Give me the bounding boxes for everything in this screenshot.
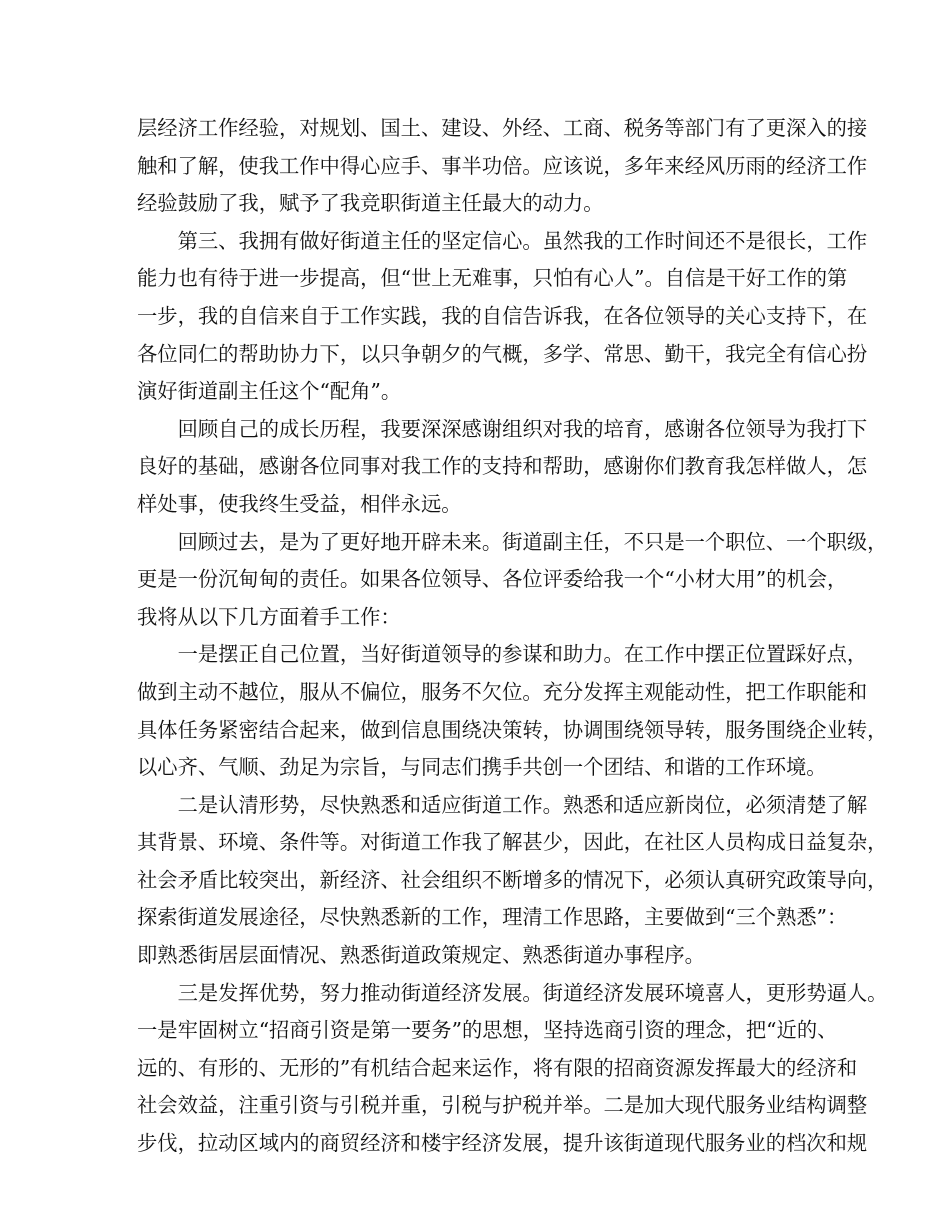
text-line: 更是一份沉甸甸的责任。如果各位领导、各位评委给我一个“小材大用”的机会， [137, 567, 848, 592]
text-line: 各位同仁的帮助协力下，以只争朝夕的气概，多学、常思、勤干，我完全有信心扮 [137, 341, 868, 366]
paragraph [137, 975, 888, 1163]
body-text [137, 110, 888, 1163]
text-line: 演好街道副主任这个“配角”。 [137, 379, 402, 404]
text-line: 一是牢固树立“招商引资是第一要务”的思想，坚持选商引资的理念，把“近的、 [137, 1018, 838, 1043]
text-line: 我将从以下几方面着手工作： [137, 604, 401, 629]
text-line: 良好的基础，感谢各位同事对我工作的支持和帮助，感谢你们教育我怎样做人，怎 [137, 454, 868, 479]
text-line: 三是发挥优势，努力推动街道经济发展。街道经济发展环境喜人，更形势逼人。 [177, 980, 888, 1005]
paragraph [137, 524, 888, 637]
paragraph [137, 223, 868, 411]
text-line: 步伐，拉动区域内的商贸经济和楼宇经济发展，提升该街道现代服务业的档次和规 [137, 1131, 868, 1156]
text-line: 层经济工作经验，对规划、国土、建设、外经、工商、税务等部门有了更深入的接 [137, 116, 868, 140]
text-line: 做到主动不越位，服从不偏位，服务不欠位。充分发挥主观能动性，把工作职能和 [137, 679, 868, 704]
paragraph [137, 787, 888, 975]
text-line: 能力也有待于进一步提高，但“世上无难事，只怕有心人”。自信是干好工作的第 [137, 266, 848, 291]
text-line: 一是摆正自己位置，当好街道领导的参谋和助力。在工作中摆正位置踩好点， [177, 642, 868, 667]
text-line: 社会效益，注重引资与引税并重，引税与护税并举。二是加大现代服务业结构调整 [137, 1093, 868, 1118]
text-line: 其背景、环境、条件等。对街道工作我了解甚少，因此，在社区人员构成日益复杂， [137, 830, 888, 855]
text-line: 社会矛盾比较突出，新经济、社会组织不断增多的情况下，必须认真研究政策导向， [137, 867, 888, 892]
text-line: 触和了解，使我工作中得心应手、事半功倍。应该说，多年来经风历雨的经济工作 [137, 153, 868, 178]
text-line: 回顾过去，是为了更好地开辟未来。街道副主任，不只是一个职位、一个职级， [177, 529, 888, 554]
text-line: 第三、我拥有做好街道主任的坚定信心。虽然我的工作时间还不是很长，工作 [177, 228, 868, 253]
text-line: 探索街道发展途径，尽快熟悉新的工作，理清工作思路，主要做到“三个熟悉”： [137, 905, 848, 930]
text-line: 回顾自己的成长历程，我要深深感谢组织对我的培育，感谢各位领导为我打下 [177, 416, 868, 441]
text-line: 远的、有形的、无形的”有机结合起来运作，将有限的招商资源发挥最大的经济和 [137, 1055, 858, 1080]
paragraph [137, 636, 888, 786]
text-line: 一步，我的自信来自于工作实践，我的自信告诉我，在各位领导的关心支持下，在 [137, 303, 868, 328]
text-line: 具体任务紧密结合起来，做到信息围绕决策转，协调围绕领导转，服务围绕企业转， [137, 717, 888, 742]
text-line: 以心齐、气顺、劲足为宗旨，与同志们携手共创一个团结、和谐的工作环境。 [137, 755, 827, 780]
text-line: 二是认清形势，尽快熟悉和适应街道工作。熟悉和适应新岗位，必须清楚了解 [177, 792, 868, 817]
text-line: 即熟悉街居层面情况、熟悉街道政策规定、熟悉街道办事程序。 [137, 943, 705, 968]
text-line: 样处事，使我终生受益，相伴永远。 [137, 491, 462, 516]
paragraph [137, 411, 868, 524]
paragraph [137, 110, 868, 223]
text-line: 经验鼓励了我，赋予了我竞职街道主任最大的动力。 [137, 191, 604, 216]
